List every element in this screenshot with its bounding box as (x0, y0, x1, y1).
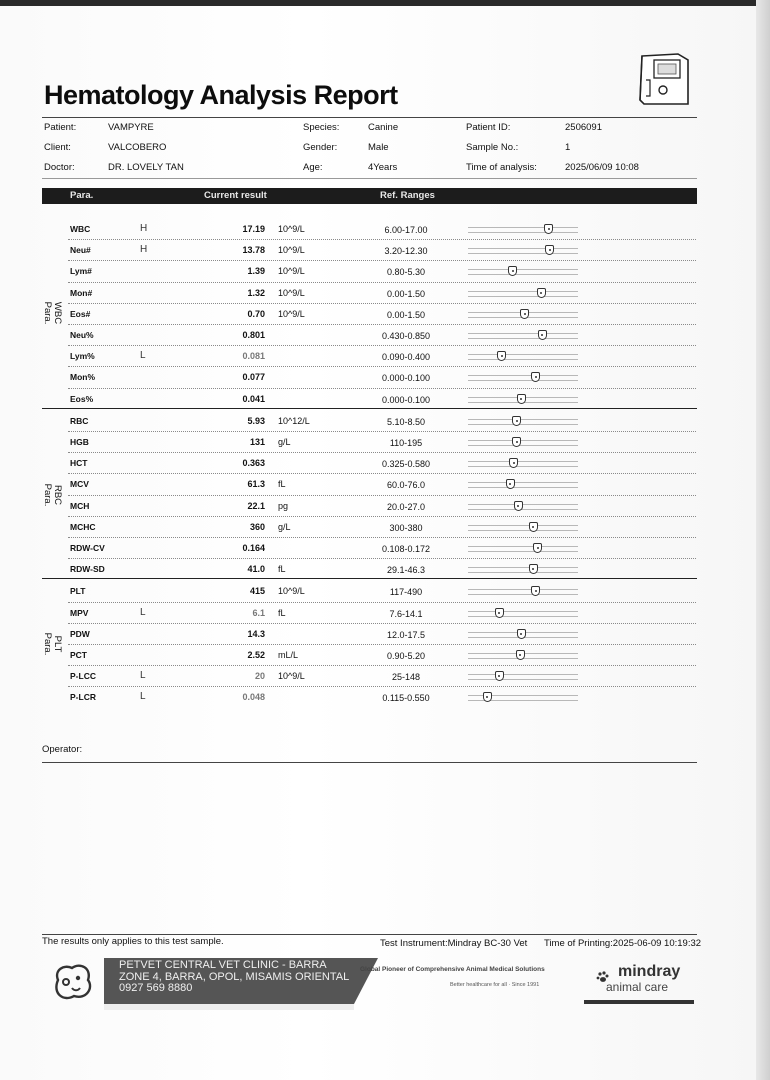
range-bar (468, 419, 578, 425)
result-value: 17.19 (242, 224, 265, 234)
ref-range: 20.0-27.0 (386, 501, 426, 512)
operator-rule (42, 762, 697, 763)
range-marker (514, 501, 523, 511)
result-value: 14.3 (247, 628, 265, 639)
result-value: 41.0 (247, 564, 265, 575)
result-value: 0.70 (247, 308, 265, 319)
result-unit: mL/L (278, 650, 299, 660)
param-name: RDW-CV (70, 543, 105, 553)
range-bar (468, 525, 578, 531)
result-unit: 10^9/L (278, 266, 305, 277)
param-name: PLT (70, 586, 86, 597)
info-label: Age: (303, 162, 323, 173)
result-value: 131 (249, 437, 265, 447)
result-unit: 10^9/L (278, 586, 305, 597)
ref-range: 12.0-17.5 (386, 629, 426, 640)
range-marker (497, 351, 506, 361)
ref-range: 117-490 (389, 587, 423, 598)
group-label (42, 478, 62, 512)
row-separator (68, 282, 696, 283)
result-unit: 10^9/L (278, 287, 305, 298)
ref-range: 7.6-14.1 (389, 608, 423, 619)
group-label-line1: PLT (52, 635, 63, 653)
ref-range: 5.10-8.50 (386, 416, 426, 427)
ref-range: 300-380 (389, 522, 423, 533)
mindray-brand: mindray (618, 963, 681, 980)
result-value: 6.1 (252, 607, 265, 618)
result-value: 1.39 (247, 266, 265, 277)
param-name: MCV (70, 479, 89, 490)
group-label-line2: Para. (42, 483, 53, 506)
ref-range: 0.00-1.50 (386, 309, 426, 320)
mindray-slogan: Global Pioneer of Comprehensive Animal Medical Solutions (360, 966, 545, 973)
info-label: Sample No.: (466, 142, 519, 153)
flag-indicator: L (140, 606, 146, 618)
ref-range: 0.115-0.550 (382, 693, 430, 704)
scan-edge-right (756, 0, 770, 1080)
row-separator (68, 558, 696, 559)
result-unit: 10^9/L (278, 224, 305, 234)
row-separator (68, 686, 696, 687)
range-bar (468, 291, 578, 297)
operator-label: Operator: (42, 744, 83, 755)
param-name: P-LCR (70, 692, 96, 703)
info-label: Doctor: (44, 162, 75, 173)
range-bar (468, 248, 578, 254)
group-separator (42, 408, 697, 409)
result-value: 13.78 (242, 245, 265, 256)
range-bar (468, 269, 578, 275)
flag-indicator: H (140, 223, 148, 234)
row-separator (68, 431, 696, 432)
row-separator (68, 324, 696, 325)
result-value: 0.081 (242, 351, 265, 362)
param-name: HGB (70, 437, 89, 447)
info-value: Canine (368, 122, 399, 133)
info-value: 2506091 (565, 122, 602, 133)
row-separator (68, 602, 696, 603)
info-value: 4Years (368, 162, 398, 173)
result-value: 1.32 (247, 287, 265, 298)
flag-indicator: L (140, 350, 146, 362)
param-name: Mon% (70, 372, 96, 383)
param-name: PDW (70, 628, 90, 639)
row-separator (68, 260, 696, 261)
analyzer-device-icon (632, 50, 692, 108)
result-unit: 10^9/L (278, 671, 305, 682)
range-bar (468, 589, 578, 595)
range-marker (517, 629, 526, 639)
range-marker (538, 330, 547, 340)
range-marker (529, 564, 538, 574)
range-bar (468, 674, 578, 680)
row-separator (68, 516, 696, 517)
header-para: Para. (70, 190, 94, 201)
info-rule (42, 178, 697, 179)
param-name: Neu# (70, 245, 91, 256)
mindray-tagline: Better healthcare for all · Since 1991 (450, 982, 540, 988)
result-unit: fL (278, 564, 286, 575)
ref-range: 0.80-5.30 (386, 267, 426, 278)
brand-underline (584, 1000, 694, 1004)
result-value: 360 (249, 521, 265, 532)
group-label-line2: Para. (42, 632, 53, 656)
result-unit: 10^9/L (278, 308, 305, 319)
table-header (42, 188, 697, 204)
clinic-phone: 0927 569 8880 (119, 982, 193, 994)
row-separator (68, 644, 696, 645)
ref-range: 0.108-0.172 (381, 544, 431, 554)
result-unit: fL (278, 607, 286, 618)
info-label: Gender: (303, 142, 338, 153)
clinic-name: PETVET CENTRAL VET CLINIC - BARRA (119, 959, 327, 971)
param-name: RDW-SD (70, 564, 105, 575)
result-unit: fL (278, 479, 286, 490)
group-separator (42, 578, 697, 579)
group-label-line1: WBC (52, 302, 63, 325)
result-value: 0.801 (242, 330, 265, 340)
range-bar (468, 440, 578, 446)
result-value: 0.048 (242, 692, 265, 703)
param-name: Mon# (70, 287, 93, 298)
range-marker (529, 522, 538, 532)
ref-range: 3.20-12.30 (384, 246, 428, 257)
param-name: Eos# (70, 308, 91, 319)
result-value: 2.52 (247, 650, 265, 660)
row-separator (68, 537, 696, 538)
param-name: MCH (70, 500, 90, 511)
range-bar (468, 504, 578, 510)
info-label: Client: (44, 142, 71, 153)
info-label: Patient: (44, 122, 77, 133)
group-label-line1: RBC (52, 484, 63, 505)
ref-range: 6.00-17.00 (384, 225, 428, 235)
banner-tail (354, 958, 378, 1004)
flag-indicator: L (140, 670, 146, 682)
header-ref-ranges: Ref. Ranges (380, 190, 435, 201)
info-value: Male (368, 142, 389, 153)
range-marker (483, 692, 492, 702)
param-name: WBC (70, 224, 91, 234)
range-bar (468, 567, 578, 573)
group-label (42, 627, 62, 661)
result-value: 61.3 (247, 479, 265, 490)
param-name: MCHC (70, 521, 96, 532)
result-unit: pg (278, 500, 289, 511)
ref-range: 60.0-76.0 (386, 480, 426, 491)
info-value: VALCOBERO (108, 142, 167, 153)
ref-range: 0.00-1.50 (386, 288, 426, 299)
footer-printing-time: Time of Printing:2025-06-09 10:19:32 (544, 938, 702, 949)
range-marker (495, 608, 504, 618)
result-value: 0.077 (242, 372, 265, 383)
banner-shadow (104, 1004, 354, 1010)
range-bar (468, 333, 578, 339)
report-title: Hematology Analysis Report (44, 80, 398, 110)
ref-range: 25-148 (391, 672, 421, 683)
param-name: PCT (70, 650, 87, 660)
param-name: HCT (70, 458, 88, 469)
range-marker (495, 671, 504, 681)
result-unit: g/L (278, 437, 291, 447)
ref-range: 0.430-0.850 (381, 331, 431, 341)
range-marker (537, 288, 546, 298)
range-bar (468, 227, 578, 233)
group-label (42, 296, 62, 330)
result-value: 20 (254, 671, 265, 682)
info-value: 1 (565, 142, 571, 153)
footer-disclaimer: The results only applies to this test sample. (42, 936, 224, 947)
title-rule (42, 117, 697, 118)
ref-range: 0.000-0.100 (381, 373, 431, 384)
result-unit: 10^9/L (278, 245, 305, 256)
footer-instrument: Test Instrument:Mindray BC-30 Vet (380, 938, 528, 949)
range-bar (468, 375, 578, 381)
info-label: Species: (303, 122, 340, 133)
range-bar (468, 461, 578, 467)
flag-indicator: L (140, 691, 146, 703)
flag-indicator: H (140, 244, 148, 256)
param-name: RBC (70, 415, 89, 426)
row-separator (68, 239, 696, 240)
row-separator (68, 623, 696, 624)
ref-range: 0.090-0.400 (381, 352, 431, 363)
range-bar (468, 611, 578, 617)
row-separator (68, 665, 696, 666)
header-current-result: Current result (204, 190, 267, 201)
param-name: P-LCC (70, 671, 96, 682)
result-value: 5.93 (247, 415, 265, 426)
ref-range: 0.90-5.20 (386, 651, 426, 661)
ref-range: 110-195 (389, 438, 423, 448)
pet-clinic-logo-icon (50, 960, 96, 1002)
row-separator (68, 388, 696, 389)
info-label: Patient ID: (466, 122, 511, 133)
row-separator (68, 345, 696, 346)
mindray-animal-care: animal care (606, 980, 669, 994)
info-value: 2025/06/09 10:08 (565, 162, 639, 173)
info-value: VAMPYRE (108, 122, 154, 133)
row-separator (68, 495, 696, 496)
footer-rule (42, 934, 697, 935)
ref-range: 0.325-0.580 (381, 459, 431, 470)
result-value: 0.363 (242, 458, 265, 469)
param-name: Lym# (70, 266, 92, 277)
param-name: Eos% (70, 393, 94, 404)
group-label-line2: Para. (42, 302, 53, 325)
result-unit: g/L (278, 521, 291, 532)
range-marker (516, 650, 525, 660)
scan-edge-top (0, 0, 770, 6)
param-name: Neu% (70, 330, 94, 340)
row-separator (68, 303, 696, 304)
result-value: 0.041 (242, 393, 265, 404)
row-separator (68, 452, 696, 453)
result-value: 0.164 (242, 543, 265, 553)
result-value: 415 (249, 586, 265, 597)
range-marker (520, 309, 529, 319)
ref-range: 0.000-0.100 (381, 394, 431, 405)
info-value: DR. LOVELY TAN (108, 162, 184, 173)
ref-range: 29.1-46.3 (386, 565, 426, 576)
param-name: Lym% (70, 351, 95, 362)
range-bar (468, 482, 578, 488)
clinic-banner (104, 958, 354, 1004)
range-bar (468, 354, 578, 360)
range-marker (506, 479, 515, 489)
range-bar (468, 546, 578, 552)
clinic-address: ZONE 4, BARRA, OPOL, MISAMIS ORIENTAL (119, 970, 350, 983)
info-label: Time of analysis: (466, 162, 537, 173)
param-name: MPV (70, 607, 89, 618)
range-marker (517, 394, 526, 404)
result-unit: 10^12/L (278, 415, 310, 426)
result-value: 22.1 (247, 500, 265, 511)
row-separator (68, 366, 696, 367)
row-separator (68, 473, 696, 474)
